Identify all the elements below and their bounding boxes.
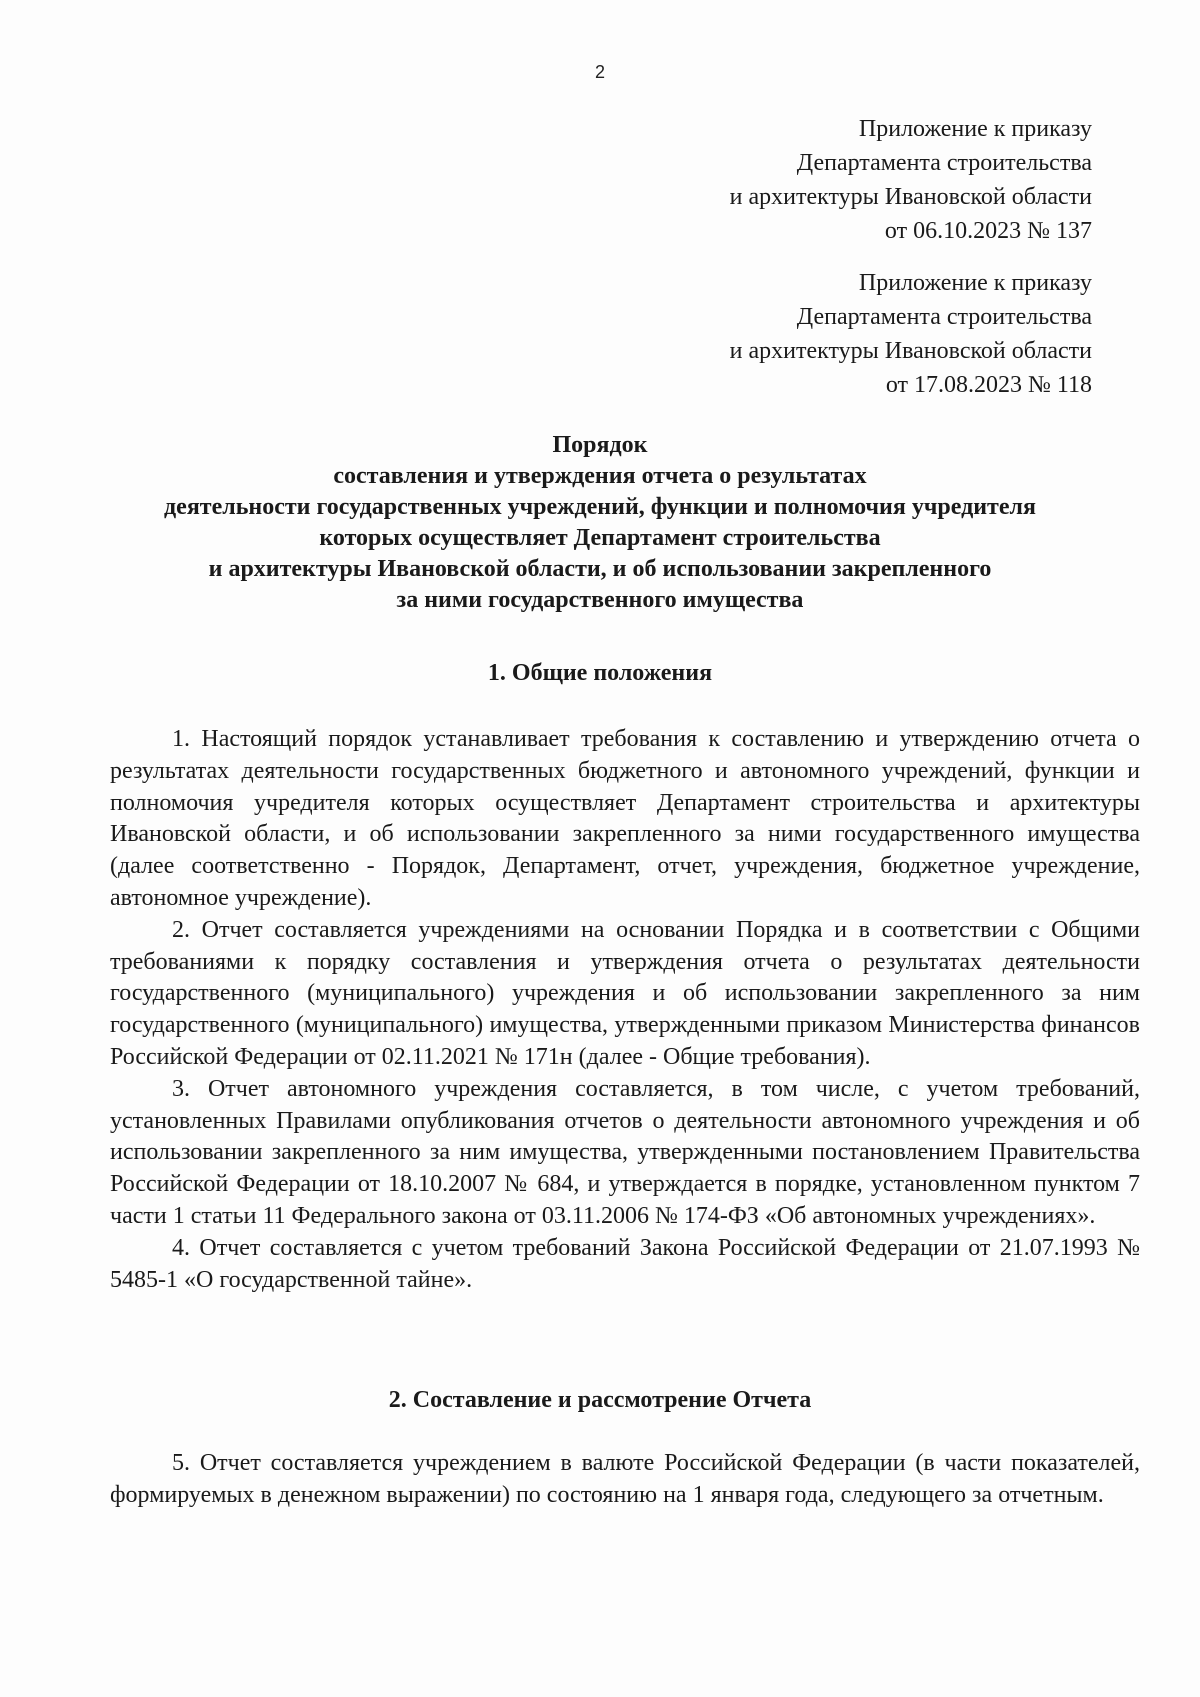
approval-line: Приложение к приказу	[858, 116, 1092, 142]
paragraph-5: 5. Отчет составляется учреждением в валюте Российской Федерации (в части показателей, формируемых в денежном выражении) по состоянию на 1 января года, следующего за отчетным.	[110, 1450, 1140, 1508]
page-number: 2	[594, 62, 605, 82]
section-heading-general: 1. Общие положения	[487, 660, 713, 686]
paragraph-2: 2. Отчет составляется учреждениями на основании Порядка и в соответствии с Общими требованиями к порядку составления и утверждения отчета о результатах деятельности государственного (муниципального) учреждения и об использовании закрепленного за ним государственного (муниципального) имущества, утвержденными приказом Министерства финансов Российской Федерации от 02.11.2021 № 171н (далее - Общие требования).	[110, 916, 1140, 1070]
title-line: Порядок	[552, 432, 648, 458]
title-line: составления и утверждения отчета о результатах	[333, 463, 867, 489]
section-heading-compilation: 2. Составление и рассмотрение Отчета	[388, 1387, 812, 1413]
approval-line: и архитектуры Ивановской области	[729, 338, 1092, 364]
approval-line: Приложение к приказу	[858, 270, 1092, 296]
paragraph-3: 3. Отчет автономного учреждения составляется, в том числе, с учетом требований, установленных Правилами опубликования отчетов о деятельности автономного учреждения и об использовании закрепленного за ним имущества, утвержденными постановлением Правительства Российской Федерации от 18.10.2007 № 684, и утверждается в порядке, установленном пунктом 7 части 1 статьи 11 Федерального закона от 03.11.2006 № 174-ФЗ «Об автономных учреждениях».	[110, 1075, 1140, 1229]
title-line: деятельности государственных учреждений, функции и полномочия учредителя	[164, 494, 1036, 520]
section-body-general	[110, 724, 1140, 1296]
document-title	[80, 430, 1120, 616]
section-body-compilation	[110, 1448, 1140, 1512]
approval-stamp-current	[572, 112, 1092, 248]
title-line: которых осуществляет Департамент строительства	[319, 525, 881, 551]
approval-line: от 17.08.2023 № 118	[885, 372, 1092, 398]
approval-stamp-previous	[572, 266, 1092, 402]
paragraph-4: 4. Отчет составляется с учетом требований Закона Российской Федерации от 21.07.1993 № 5485-1 «О государственной тайне».	[110, 1234, 1140, 1293]
approval-line: Департамента строительства	[796, 150, 1092, 176]
approval-line: от 06.10.2023 № 137	[884, 218, 1092, 244]
title-line: и архитектуры Ивановской области, и об использовании закрепленного	[208, 556, 992, 582]
approval-line: и архитектуры Ивановской области	[729, 184, 1092, 210]
title-line: за ними государственного имущества	[396, 587, 804, 613]
approval-line: Департамента строительства	[796, 304, 1092, 330]
paragraph-1: 1. Настоящий порядок устанавливает требования к составлению и утверждению отчета о результатах деятельности государственных бюджетного и автономного учреждений, функции и полномочия учредителя которых осуществляет Департамент строительства и архитектуры Ивановской области, и об использовании закрепленного за ними государственного имущества (далее соответственно - Порядок, Департамент, отчет, учреждения, бюджетное учреждение, автономное учреждение).	[110, 726, 1140, 911]
